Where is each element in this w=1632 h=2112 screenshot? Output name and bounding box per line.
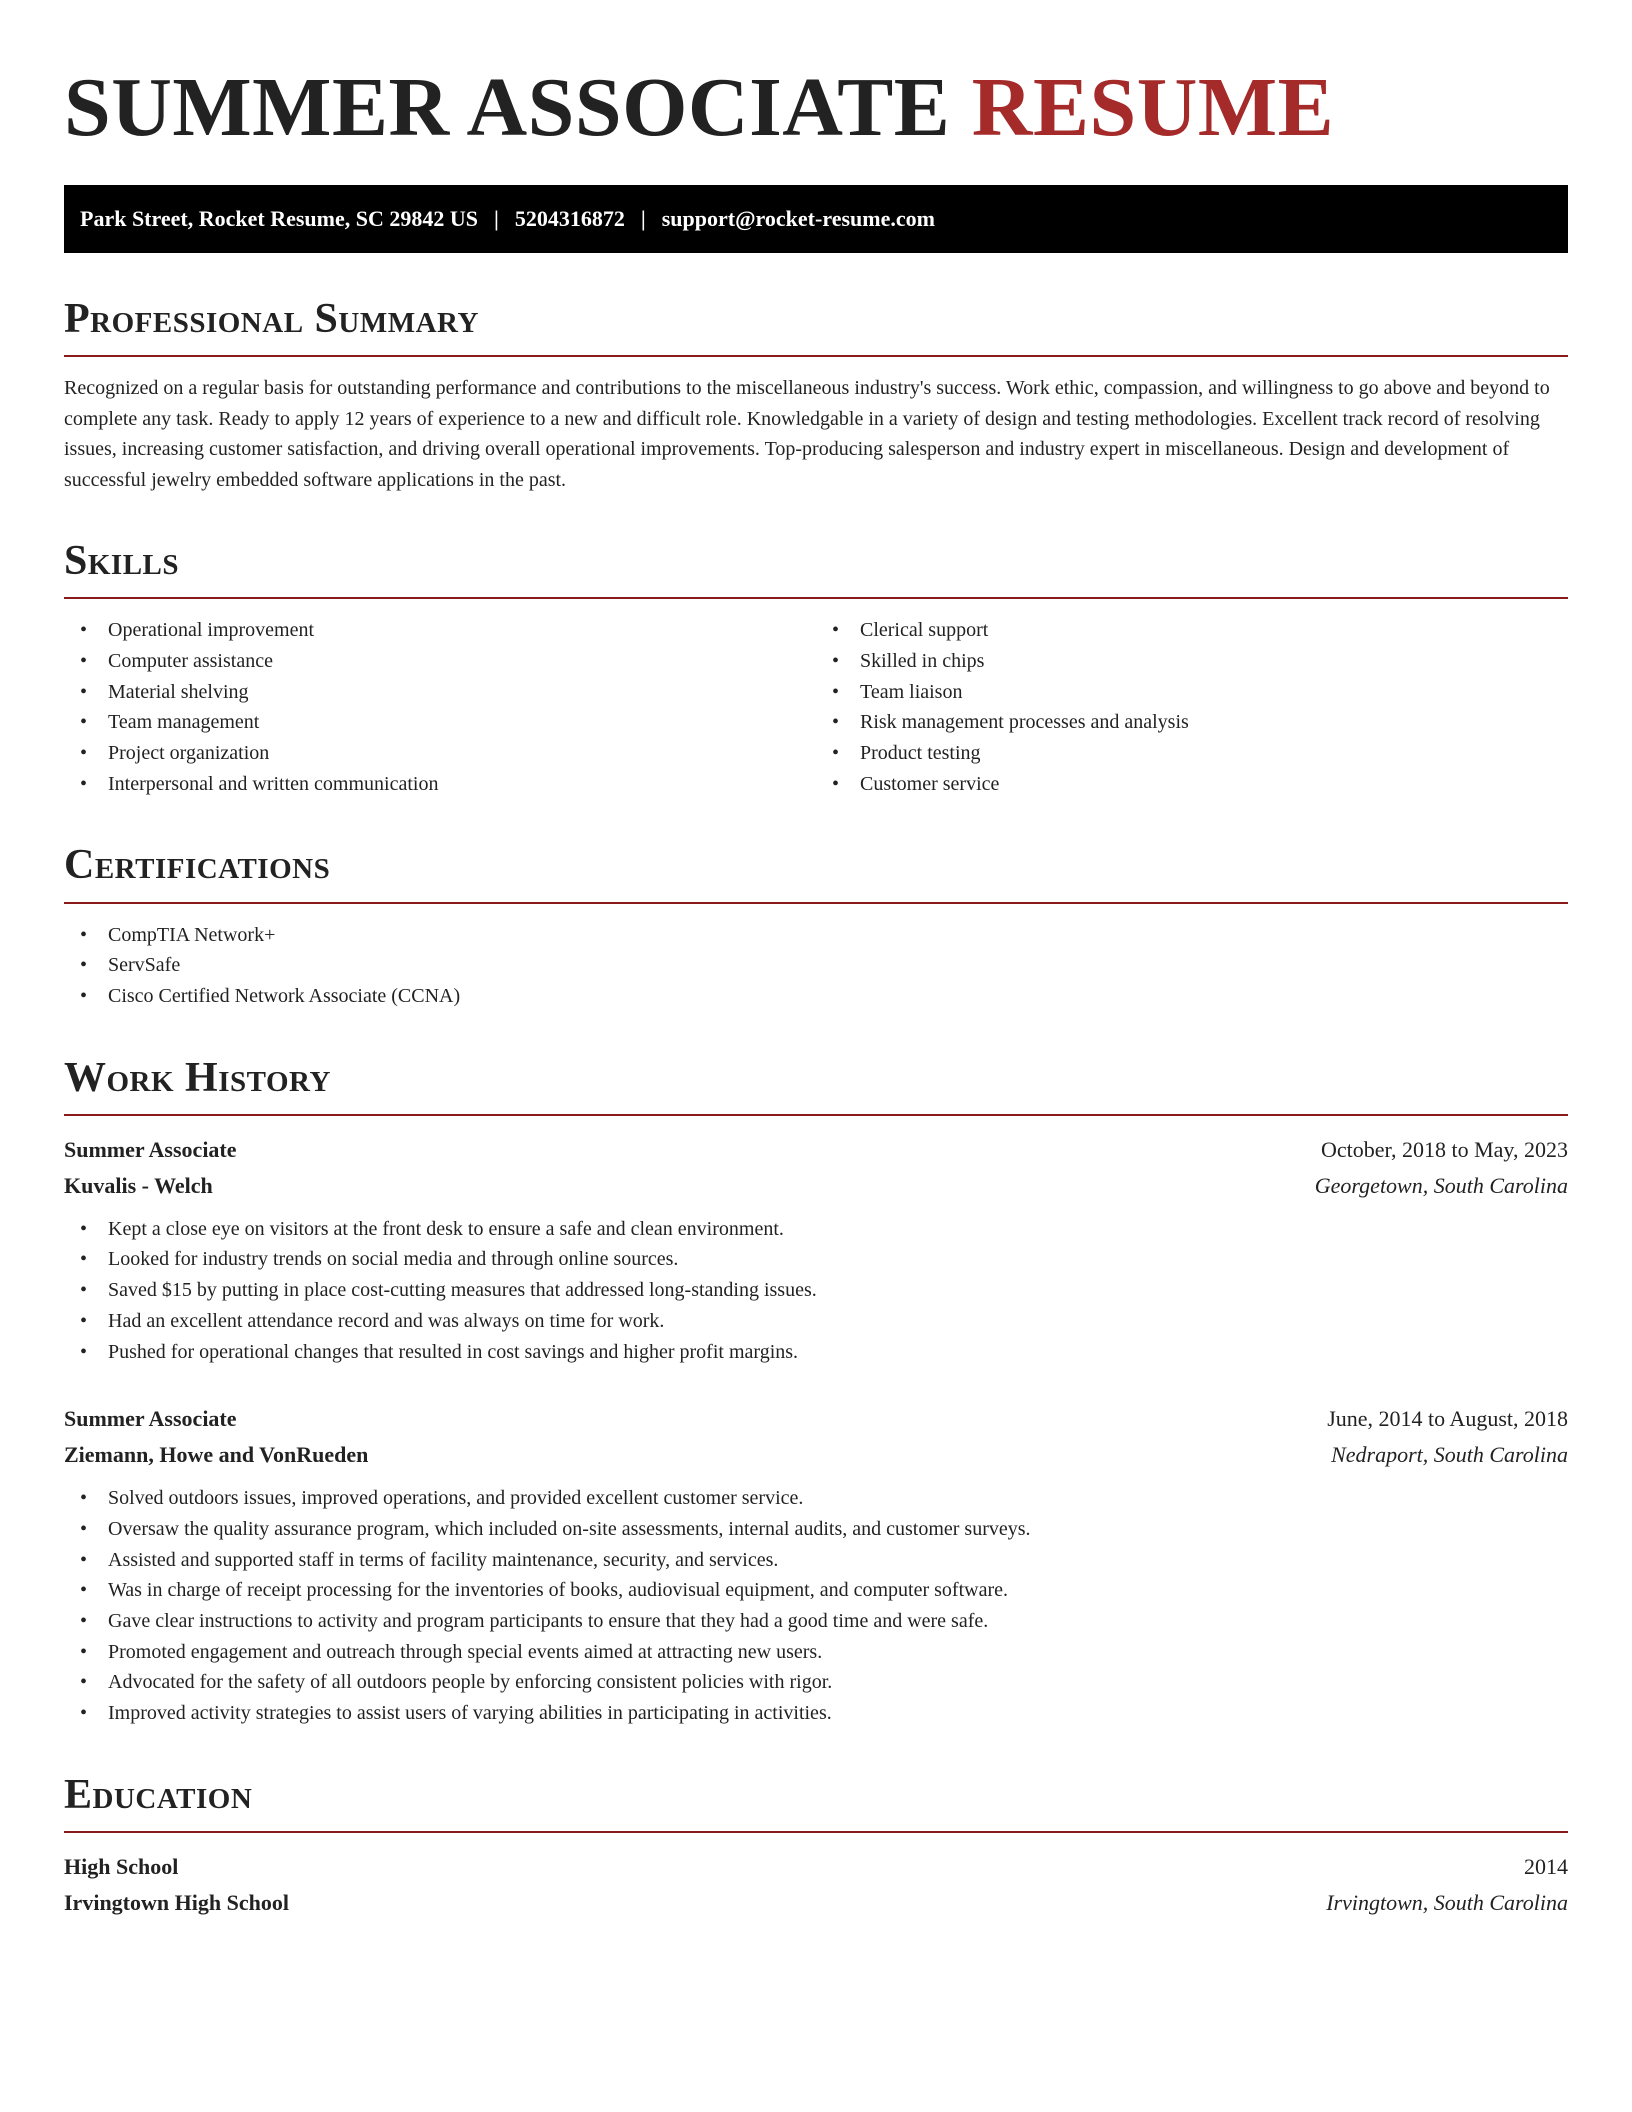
summary-section	[64, 297, 1568, 495]
job-entry	[64, 1401, 1568, 1729]
education-year: 2014	[1524, 1853, 1568, 1879]
skills-list-right	[816, 615, 1568, 799]
job-duty-item: • Had an excellent attendance record and was always on time for work.	[64, 1306, 1568, 1337]
job-duties-list	[64, 1483, 1568, 1729]
summary-text: Recognized on a regular basis for outstanding performance and contributions to the miscellaneous industry's success. Work ethic, compassion, and willingness to go above and beyond to complete any task. Ready to apply 12 years of experience to a new and difficult role. Knowledgable in a variety of design and testing methodologies. Excellent track record of resolving issues, increasing customer satisfaction, and driving overall operational improvements. Top-producing salesperson and industry expert in miscellaneous. Design and development of successful jewelry embedded software applications in the past.	[64, 377, 1550, 491]
skill-item: • Customer service	[816, 769, 1568, 800]
certification-item: • CompTIA Network+	[64, 920, 1568, 951]
education-degree-row	[64, 1849, 1568, 1885]
certifications-list	[64, 920, 1568, 1012]
job-duty-item: • Kept a close eye on visitors at the front desk to ensure a safe and clean environment.	[64, 1214, 1568, 1245]
skills-heading: Skills	[64, 538, 180, 585]
contact-email[interactable]: support@rocket-resume.com	[661, 206, 935, 231]
skills-list-left	[64, 615, 816, 799]
certifications-heading: Certifications	[64, 842, 331, 889]
work-history-section	[64, 1056, 1568, 1729]
job-duty-item: • Solved outdoors issues, improved operations, and provided excellent customer service.	[64, 1483, 1568, 1514]
title-accent: RESUME	[971, 61, 1335, 154]
job-company-row	[64, 1437, 1568, 1473]
resume-title	[64, 55, 1568, 160]
skill-item: • Product testing	[816, 738, 1568, 769]
education-heading: Education	[64, 1771, 253, 1818]
skills-columns	[64, 615, 1568, 799]
job-duty-item: • Looked for industry trends on social media and through online sources.	[64, 1244, 1568, 1275]
certification-item: • ServSafe	[64, 950, 1568, 981]
certification-item: • Cisco Certified Network Associate (CCNA)	[64, 981, 1568, 1012]
section-divider	[64, 1114, 1568, 1116]
skill-item: • Risk management processes and analysis	[816, 707, 1568, 738]
skills-section	[64, 539, 1568, 799]
contact-separator: |	[494, 206, 499, 231]
job-dates: October, 2018 to May, 2023	[1321, 1136, 1568, 1162]
section-divider	[64, 1831, 1568, 1833]
section-divider	[64, 355, 1568, 357]
job-title: Summer Associate	[64, 1406, 237, 1432]
job-duty-item: • Promoted engagement and outreach through special events aimed at attracting new users.	[64, 1637, 1568, 1668]
job-duty-item: • Advocated for the safety of all outdoors people by enforcing consistent policies with rigor.	[64, 1667, 1568, 1698]
job-company: Kuvalis - Welch	[64, 1172, 213, 1198]
job-duty-item: • Improved activity strategies to assist users of varying abilities in participating in activities.	[64, 1698, 1568, 1729]
job-duty-item: • Assisted and supported staff in terms of facility maintenance, security, and services.	[64, 1545, 1568, 1576]
job-title: Summer Associate	[64, 1136, 237, 1162]
education-school-row	[64, 1885, 1568, 1921]
skill-item: • Skilled in chips	[816, 646, 1568, 677]
job-company: Ziemann, Howe and VonRueden	[64, 1442, 369, 1468]
skill-item: • Team liaison	[816, 677, 1568, 708]
education-degree: High School	[64, 1853, 179, 1879]
education-school: Irvingtown High School	[64, 1889, 289, 1915]
skill-item: • Interpersonal and written communication	[64, 769, 816, 800]
job-header-row	[64, 1132, 1568, 1168]
contact-phone[interactable]: 5204316872	[514, 206, 625, 231]
job-header-row	[64, 1401, 1568, 1437]
education-location: Irvingtown, South Carolina	[1326, 1889, 1568, 1915]
contact-address: Park Street, Rocket Resume, SC 29842 US	[80, 206, 478, 231]
summary-heading: Professional Summary	[64, 296, 479, 342]
section-divider	[64, 902, 1568, 904]
skill-item: • Operational improvement	[64, 615, 816, 646]
job-duty-item: • Pushed for operational changes that resulted in cost savings and higher profit margins.	[64, 1337, 1568, 1368]
skill-item: • Team management	[64, 707, 816, 738]
job-duty-item: • Saved $15 by putting in place cost-cutting measures that addressed long-standing issues.	[64, 1275, 1568, 1306]
job-dates: June, 2014 to August, 2018	[1327, 1406, 1568, 1432]
skill-item: • Project organization	[64, 738, 816, 769]
job-duty-item: • Gave clear instructions to activity and program participants to ensure that they had a good time and were safe.	[64, 1606, 1568, 1637]
job-entry	[64, 1132, 1568, 1368]
title-main: SUMMER ASSOCIATE	[64, 61, 951, 154]
skill-item: • Clerical support	[816, 615, 1568, 646]
contact-bar	[64, 185, 1568, 253]
job-duty-item: • Oversaw the quality assurance program, which included on-site assessments, internal audits, and customer surveys.	[64, 1514, 1568, 1545]
work-history-heading: Work History	[64, 1054, 331, 1101]
certifications-section	[64, 843, 1568, 1011]
job-company-row	[64, 1168, 1568, 1204]
job-duty-item: • Was in charge of receipt processing for the inventories of books, audiovisual equipment, and computer software.	[64, 1575, 1568, 1606]
skill-item: • Material shelving	[64, 677, 816, 708]
job-duties-list	[64, 1214, 1568, 1368]
skill-item: • Computer assistance	[64, 646, 816, 677]
contact-separator: |	[640, 206, 646, 231]
education-section	[64, 1773, 1568, 1921]
job-location: Nedraport, South Carolina	[1331, 1442, 1568, 1468]
job-location: Georgetown, South Carolina	[1314, 1172, 1568, 1198]
education-entry	[64, 1849, 1568, 1921]
section-divider	[64, 597, 1568, 599]
